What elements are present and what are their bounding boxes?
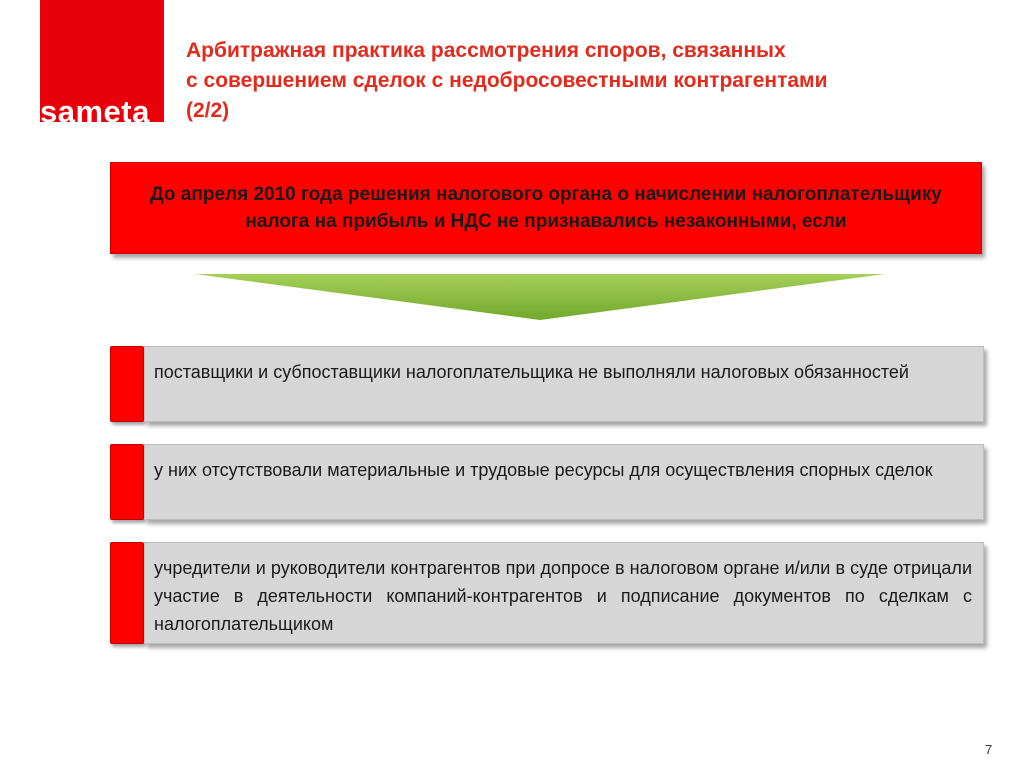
down-arrow-icon bbox=[195, 274, 885, 320]
list-item bbox=[110, 346, 984, 422]
list-item-text: поставщики и субпоставщики налогоплательщика не выполняли налоговых обязанностей bbox=[154, 362, 909, 382]
slide-title-line1: Арбитражная практика рассмотрения споров, связанных bbox=[186, 39, 786, 62]
list-item-marker bbox=[110, 542, 144, 644]
condition-banner bbox=[110, 162, 982, 254]
list-item bbox=[110, 542, 984, 644]
list-item-text: у них отсутствовали материальные и трудовые ресурсы для осуществления спорных сделок bbox=[154, 460, 933, 480]
list-item-marker bbox=[110, 346, 144, 422]
logo-text: sameta bbox=[40, 94, 150, 129]
list-item-marker bbox=[110, 444, 144, 520]
slide-title-line2: с совершением сделок с недобросовестными контрагентами bbox=[186, 69, 828, 92]
slide-title-line3: (2/2) bbox=[186, 99, 230, 122]
condition-banner-text: До апреля 2010 года решения налогового органа о начислении налогоплательщику налога на прибыль и НДС не признавались незаконными, если bbox=[150, 184, 942, 232]
slide-title bbox=[186, 36, 1006, 126]
page-number: 7 bbox=[985, 742, 993, 757]
list-item-text: учредители и руководители контрагентов при допросе в налоговом органе и/или в суде отрицали участие в деятельности компаний-контрагентов и подписание документов по сделкам с налогоплательщиком bbox=[154, 558, 972, 634]
list-item bbox=[110, 444, 984, 520]
